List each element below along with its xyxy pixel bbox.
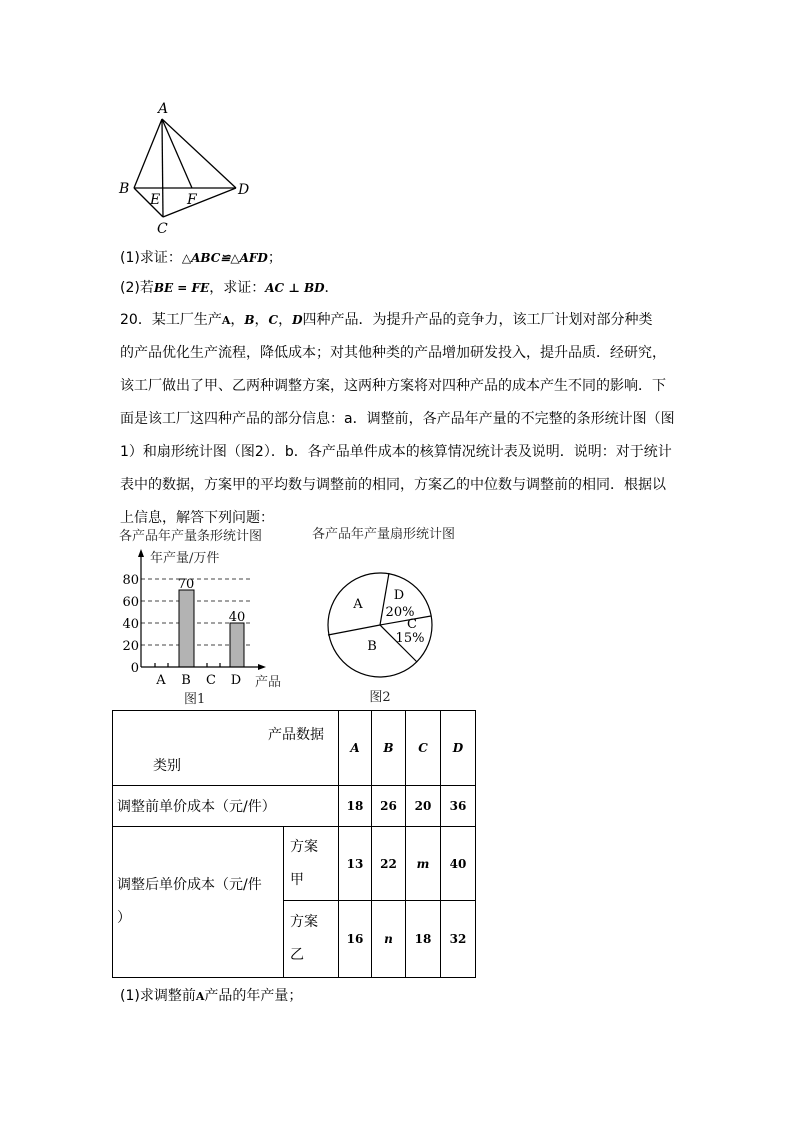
- row-before-label: 调整前单价成本（元/件）: [113, 786, 339, 827]
- q1-prefix: (1)求证：: [120, 250, 182, 266]
- sub-q1-math: A: [195, 990, 205, 1003]
- product-b: B: [244, 313, 255, 327]
- table-row-plan-jia: [113, 827, 476, 901]
- cell-jia-a: 13: [339, 827, 372, 901]
- ytick-80: 80: [122, 573, 139, 588]
- problem-20-line-3: 该工厂做出了甲、乙两种调整方案，这两种方案将对四种产品的成本产生不同的影响．下: [120, 378, 666, 394]
- row-after-label-line-2: ）: [117, 910, 131, 926]
- bar-d: [230, 623, 244, 667]
- point-label-a: A: [158, 101, 169, 117]
- problem-20-line-1: 20．某工厂生产A，B，C，D四种产品．为提升产品的竞争力，该工厂计划对部分种类: [120, 312, 653, 328]
- sub-question-1: [120, 986, 302, 1007]
- q2-math-condition: BE = FE: [153, 281, 210, 295]
- cell-before-d: 36: [441, 786, 476, 827]
- point-label-c: C: [157, 221, 168, 237]
- ytick-20: 20: [122, 639, 139, 654]
- bar-chart-caption: 图1: [184, 692, 206, 707]
- cell-yi-d: 32: [441, 901, 476, 978]
- bar-chart-xlabel: 产品: [255, 675, 282, 690]
- ytick-40: 40: [122, 617, 139, 632]
- xtick-b: B: [181, 673, 191, 688]
- plan-jia-label-line-1: 方案: [290, 838, 318, 855]
- problem-20-line-4: 面是该工厂这四种产品的部分信息：a．调整前，各产品年产量的不完整的条形统计图（图: [120, 411, 675, 427]
- bar-d-value: 40: [228, 610, 246, 625]
- column-header-b: B: [372, 711, 406, 786]
- cell-before-c: 20: [406, 786, 441, 827]
- plan-yi-label-line-2: 乙: [290, 947, 304, 963]
- pie-label-d: D: [393, 588, 405, 603]
- pie-chart: [320, 565, 440, 710]
- row-after-label: [113, 827, 284, 978]
- table-row-before: [113, 786, 476, 827]
- cell-yi-c: 18: [406, 901, 441, 978]
- table-header-row: [113, 711, 476, 786]
- problem-number: 20．某工厂生产: [120, 312, 222, 328]
- ytick-0: 0: [130, 661, 139, 676]
- cell-yi-b: n: [372, 901, 406, 978]
- q1-suffix: ；: [267, 250, 282, 266]
- line-1-rest: 四种产品．为提升产品的竞争力，该工厂计划对部分种类: [302, 312, 653, 328]
- row-after-label-line-1: 调整后单价成本（元/件: [117, 877, 262, 893]
- sub-q1-prefix: (1)求调整前: [120, 988, 196, 1004]
- cell-before-b: 26: [372, 786, 406, 827]
- cell-before-a: 18: [339, 786, 372, 827]
- problem-20-line-7: 上信息，解答下列问题：: [120, 510, 274, 526]
- problem-20-line-5: 1）和扇形统计图（图2）．b．各产品单件成本的核算情况统计表及说明．说明：对于统计: [120, 444, 672, 460]
- q2-prefix: (2)若: [120, 280, 154, 296]
- xtick-a: A: [156, 673, 166, 688]
- plan-jia-label: [284, 827, 339, 901]
- q2-mid: ，求证：: [209, 280, 266, 296]
- bar-chart-ylabel: 年产量/万件: [150, 551, 220, 566]
- point-label-b: B: [119, 181, 130, 197]
- cell-jia-d: 40: [441, 827, 476, 901]
- q2-math-goal: AC ⊥ BD: [265, 281, 325, 295]
- sub-q1-suffix: 产品的年产量；: [204, 988, 303, 1004]
- bar-b: [179, 590, 194, 667]
- pie-percent-d: 20%: [385, 605, 415, 620]
- q1-math: △ABC≌△AFD: [181, 251, 268, 265]
- table-header-corner: [113, 711, 339, 786]
- pie-label-c: C: [407, 617, 417, 632]
- point-label-e: E: [150, 192, 161, 208]
- plan-yi-label-line-1: 方案: [290, 914, 318, 930]
- product-c: C: [268, 313, 279, 327]
- cell-yi-a: 16: [339, 901, 372, 978]
- ytick-60: 60: [122, 595, 139, 610]
- question-19-part-1: [120, 248, 282, 268]
- bar-chart-title: 各产品年产量条形统计图: [119, 529, 263, 544]
- problem-20-line-2: 的产品优化生产流程，降低成本；对其他种类的产品增加研发投入，提升品质．经研究，: [120, 345, 666, 361]
- product-a: A: [221, 314, 231, 327]
- geometry-figure: [110, 95, 270, 240]
- xtick-d: D: [230, 673, 242, 688]
- column-header-a: A: [339, 711, 372, 786]
- cell-jia-b: 22: [372, 827, 406, 901]
- point-label-f: F: [187, 192, 197, 208]
- pie-chart-title: 各产品年产量扇形统计图: [312, 527, 456, 542]
- plan-jia-label-line-2: 甲: [290, 871, 304, 888]
- header-product-data: 产品数据: [268, 727, 324, 743]
- q2-suffix: ．: [324, 280, 339, 296]
- pie-label-a: A: [353, 597, 363, 612]
- product-d: D: [292, 313, 303, 327]
- header-category: 类别: [153, 758, 181, 774]
- problem-20-line-6: 表中的数据，方案甲的平均数与调整前的相同，方案乙的中位数与调整前的相同．根据以: [120, 477, 666, 493]
- bar-b-value: 70: [177, 577, 195, 592]
- column-header-d: D: [441, 711, 476, 786]
- bar-chart: [110, 545, 290, 710]
- cell-jia-c: m: [406, 827, 441, 901]
- problem-20-text: [120, 304, 680, 535]
- pie-label-b: B: [367, 639, 377, 654]
- plan-yi-label: [284, 901, 339, 978]
- pie-chart-caption: 图2: [369, 690, 391, 705]
- xtick-c: C: [206, 673, 216, 688]
- pie-percent-c: 15%: [395, 631, 425, 646]
- question-19-part-2: [120, 278, 339, 298]
- cost-table: [112, 710, 476, 978]
- point-label-d: D: [238, 182, 250, 198]
- column-header-c: C: [406, 711, 441, 786]
